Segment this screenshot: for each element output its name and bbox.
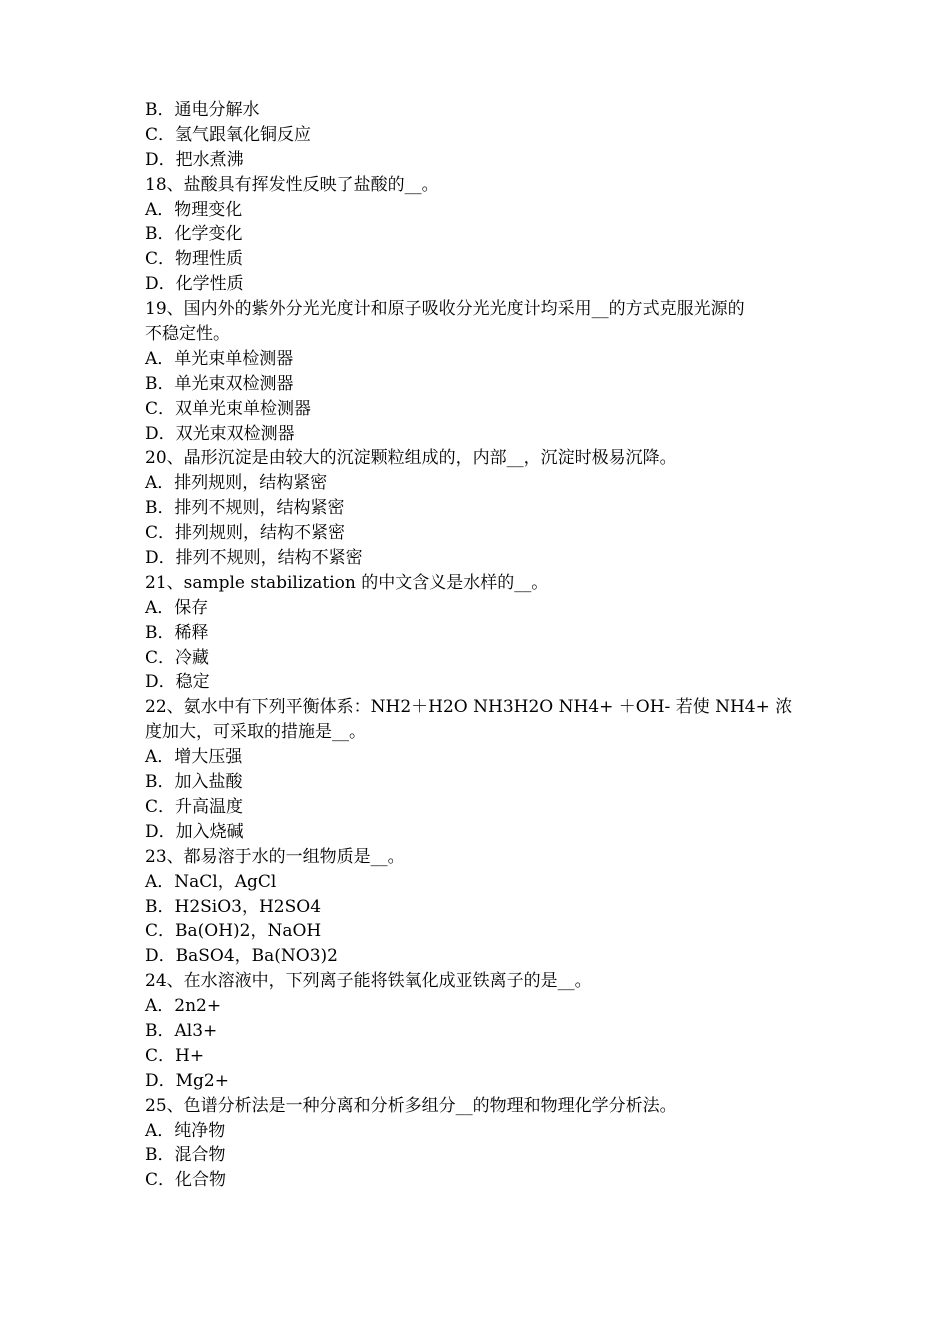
option-line: C．冷藏 — [145, 647, 210, 668]
option-line: C．升高温度 — [145, 796, 244, 817]
option-line: B．H2SiO3，H2SO4 — [145, 896, 322, 917]
option-line: A．NaCl，AgCl — [145, 871, 277, 892]
option-line: B．稀释 — [145, 622, 209, 643]
option-line: A．排列规则，结构紧密 — [145, 473, 328, 494]
option-line: A．纯净物 — [145, 1120, 226, 1141]
question-19: 19、国内外的紫外分光光度计和原子吸收分光光度计均采用__的方式克服光源的 — [145, 299, 745, 320]
option-line: A．增大压强 — [145, 747, 243, 768]
question-24: 24、在水溶液中，下列离子能将铁氧化成亚铁离子的是__。 — [145, 971, 592, 992]
option-line: D．Mg2+ — [145, 1070, 229, 1091]
option-line: A．单光束单检测器 — [145, 348, 294, 369]
option-line: D．排列不规则，结构不紧密 — [145, 548, 363, 569]
question-25: 25、色谱分析法是一种分离和分析多组分__的物理和物理化学分析法。 — [145, 1095, 677, 1116]
question-22-continuation: 度加大，可采取的措施是__。 — [145, 722, 366, 743]
option-line: D．化学性质 — [145, 274, 244, 295]
option-line: B．排列不规则，结构紧密 — [145, 498, 345, 519]
question-18: 18、盐酸具有挥发性反映了盐酸的__。 — [145, 174, 439, 195]
option-line: C．物理性质 — [145, 249, 244, 270]
option-line: D．双光束双检测器 — [145, 423, 295, 444]
option-line: C．双单光束单检测器 — [145, 398, 312, 419]
option-line: D．加入烧碱 — [145, 821, 244, 842]
option-line: B．通电分解水 — [145, 100, 260, 120]
option-line: A．物理变化 — [145, 199, 243, 220]
question-22: 22、氨水中有下列平衡体系：NH2＋H2O NH3H2O NH4+ ＋OH- 若使 NH4+ 浓 — [145, 697, 793, 718]
question-20: 20、晶形沉淀是由较大的沉淀颗粒组成的，内部__，沉淀时极易沉降。 — [145, 448, 677, 469]
option-line: A．保存 — [145, 597, 209, 618]
option-line: C．Ba(OH)2，NaOH — [145, 921, 322, 942]
option-line: D．稳定 — [145, 672, 210, 693]
option-line: B．单光束双检测器 — [145, 373, 294, 394]
option-line: C．H+ — [145, 1045, 205, 1066]
option-line: A．2n2+ — [145, 996, 222, 1017]
option-line: B．混合物 — [145, 1145, 226, 1166]
option-line: C．化合物 — [145, 1170, 227, 1191]
option-line: B．化学变化 — [145, 224, 243, 245]
option-line: C．排列规则，结构不紧密 — [145, 523, 346, 544]
option-line: C．氢气跟氧化铜反应 — [145, 124, 312, 145]
question-19-continuation: 不稳定性。 — [145, 324, 230, 345]
option-line: D．BaSO4，Ba(NO3)2 — [145, 946, 338, 967]
option-line: B．加入盐酸 — [145, 772, 243, 793]
question-21: 21、sample stabilization 的中文含义是水样的__。 — [145, 572, 549, 593]
question-23: 23、都易溶于水的一组物质是__。 — [145, 846, 405, 867]
option-line: D．把水煮沸 — [145, 149, 244, 170]
document-page — [145, 98, 810, 1193]
option-line: B．Al3+ — [145, 1020, 218, 1041]
